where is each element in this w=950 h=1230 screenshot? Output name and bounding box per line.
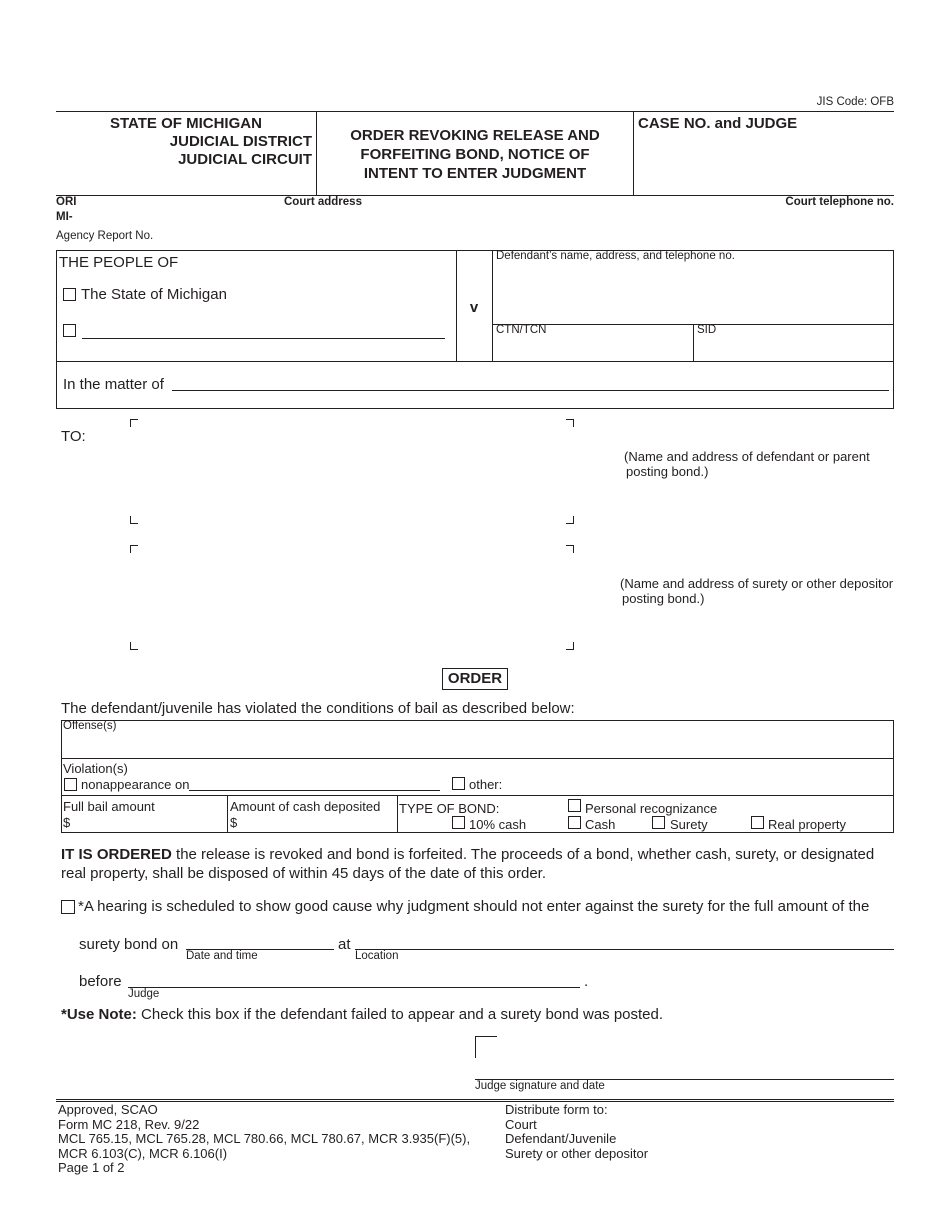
cash-label: Cash (585, 817, 616, 832)
surety-note-line2: posting bond.) (622, 591, 705, 606)
nonappearance-label: nonappearance on (81, 777, 190, 792)
footer-dist-defendant: Defendant/Juvenile (505, 1131, 617, 1147)
defendant-address-field[interactable] (140, 428, 560, 514)
surety-address-field[interactable] (140, 554, 560, 640)
personal-recognizance-label: Personal recognizance (585, 801, 718, 816)
sid-label: SID (697, 324, 717, 336)
hearing-statement: *A hearing is scheduled to show good cause why judgment should not enter against the surety for the full amount of the (78, 898, 870, 915)
order-heading: ORDER (442, 668, 508, 690)
cash-deposited-dollar: $ (230, 815, 238, 830)
full-bail-field[interactable] (72, 814, 222, 830)
parties-box (56, 250, 894, 409)
other-violation-label: other: (469, 777, 503, 792)
hearing-checkbox[interactable] (61, 900, 75, 914)
header-divider-left (316, 111, 317, 195)
ordered-line1 (61, 846, 901, 863)
footer-mcl1: MCL 765.15, MCL 765.28, MCL 780.66, MCL 780.67, MCR 3.935(F)(5), (58, 1131, 471, 1147)
mi-label: MI- (56, 211, 73, 223)
agency-report-label: Agency Report No. (56, 230, 154, 242)
location-caption: Location (355, 950, 399, 962)
surety-address-note (620, 576, 893, 606)
use-note (61, 1006, 663, 1023)
defendant-address-note (624, 449, 870, 479)
judge-caption: Judge (128, 988, 160, 1000)
defendant-note-line2: posting bond.) (626, 464, 709, 479)
header-divider-right (633, 111, 634, 195)
surety-label: Surety (670, 817, 708, 832)
surety-bond-on-label: surety bond on (79, 936, 179, 953)
parties-divider-right (492, 250, 493, 361)
real-property-label: Real property (768, 817, 847, 832)
period-mark: . (584, 973, 589, 990)
footer-page: Page 1 of 2 (58, 1160, 125, 1176)
at-label: at (338, 936, 351, 953)
footer-dist-court: Court (505, 1116, 537, 1132)
judge-signature-caption: Judge signature and date (475, 1080, 605, 1092)
judicial-district: JUDICIAL DISTRICT (169, 133, 312, 150)
footer-left (58, 1103, 470, 1176)
judicial-circuit: JUDICIAL CIRCUIT (178, 151, 312, 168)
hearing-location-field[interactable] (355, 949, 894, 950)
surety-corner-tr (566, 545, 574, 553)
nonappearance-checkbox[interactable] (64, 778, 77, 791)
matter-of-label: In the matter of (63, 376, 164, 393)
before-label: before (79, 973, 122, 990)
use-note-bold: *Use Note: (61, 1006, 137, 1023)
form-title-line2: FORFEITING BOND, NOTICE OF (360, 146, 590, 163)
to-label: TO: (61, 428, 86, 445)
ordered-bold: IT IS ORDERED (61, 846, 172, 863)
full-bail-label: Full bail amount (63, 799, 155, 814)
state-of-michigan-checkbox[interactable] (63, 288, 76, 301)
footer-approved: Approved, SCAO (58, 1102, 158, 1117)
other-plaintiff-checkbox[interactable] (63, 324, 76, 337)
bail-divider2 (397, 795, 398, 833)
ctn-sid-divider (693, 324, 694, 361)
offenses-field[interactable] (64, 735, 890, 755)
people-of-label: THE PEOPLE OF (59, 254, 179, 271)
form-title-line1: ORDER REVOKING RELEASE AND (350, 127, 600, 144)
bail-divider1 (227, 795, 228, 833)
footer-mcl2: MCR 6.103(C), MCR 6.106(I) (58, 1145, 228, 1161)
footer-form: Form MC 218, Rev. 9/22 (58, 1116, 200, 1132)
address-corner-br (566, 516, 574, 524)
surety-corner-tl (130, 545, 138, 553)
ctn-tcn-label: CTN/TCN (496, 324, 547, 336)
surety-note-line1: (Name and address of surety or other depositor (620, 576, 894, 591)
form-title-line3: INTENT TO ENTER JUDGMENT (363, 165, 587, 182)
nonappearance-date-field[interactable] (189, 790, 440, 791)
date-time-caption: Date and time (186, 950, 258, 962)
jis-code: JIS Code: OFB (816, 96, 894, 108)
surety-corner-bl (130, 642, 138, 650)
other-violation-checkbox[interactable] (452, 777, 465, 790)
footer-rule2 (56, 1101, 894, 1102)
state-of-michigan-option: The State of Michigan (81, 286, 227, 303)
violation-intro: The defendant/juvenile has violated the conditions of bail as described below: (61, 700, 575, 717)
versus-label: v (469, 299, 479, 316)
real-property-checkbox[interactable] (751, 816, 764, 829)
violations-label: Violation(s) (63, 761, 128, 776)
judge-signature-field[interactable] (480, 1040, 894, 1078)
footer-rule1 (56, 1099, 894, 1100)
header-top-rule (56, 111, 894, 112)
surety-corner-br (566, 642, 574, 650)
other-plaintiff-field[interactable] (82, 338, 445, 339)
court-address-label: Court address (284, 196, 362, 208)
violation-table-rule1 (61, 758, 894, 759)
case-no-judge-label: CASE NO. and JUDGE (638, 115, 798, 132)
violation-table-rule2 (61, 795, 894, 796)
court-telephone-label: Court telephone no. (785, 196, 894, 208)
ordered-line2: real property, shall be disposed of within 45 days of the date of this order. (61, 865, 547, 882)
cash-deposited-label: Amount of cash deposited (230, 799, 381, 814)
use-note-rest: Check this box if the defendant failed to appear and a surety bond was posted. (136, 1006, 664, 1023)
defendant-label: Defendant’s name, address, and telephone no. (496, 250, 735, 262)
defendant-note-line1: (Name and address of defendant or parent (624, 449, 870, 464)
matter-of-field[interactable] (172, 390, 889, 391)
parties-matter-rule (56, 361, 894, 362)
type-of-bond-label: TYPE OF BOND: (399, 801, 500, 816)
address-corner-bl (130, 516, 138, 524)
ten-percent-cash-checkbox[interactable] (452, 816, 465, 829)
ordered-rest: the release is revoked and bond is forfeited. The proceeds of a bond, whether cash, surety, or designated (171, 846, 875, 863)
footer-distribution (505, 1103, 648, 1161)
offenses-label: Offense(s) (63, 720, 117, 732)
footer-dist-surety: Surety or other depositor (505, 1145, 649, 1161)
footer-distribute: Distribute form to: (505, 1102, 608, 1117)
surety-checkbox[interactable] (652, 816, 665, 829)
full-bail-dollar: $ (63, 815, 71, 830)
address-corner-tl (130, 419, 138, 427)
ori-label: ORI (56, 196, 77, 208)
case-no-field[interactable] (636, 136, 892, 192)
personal-recognizance-checkbox[interactable] (568, 799, 581, 812)
cash-deposited-field[interactable] (239, 814, 393, 830)
cash-checkbox[interactable] (568, 816, 581, 829)
address-corner-tr (566, 419, 574, 427)
hearing-judge-field[interactable] (128, 987, 580, 988)
state-of-michigan: STATE OF MICHIGAN (110, 115, 262, 132)
ten-percent-cash-label: 10% cash (469, 817, 527, 832)
